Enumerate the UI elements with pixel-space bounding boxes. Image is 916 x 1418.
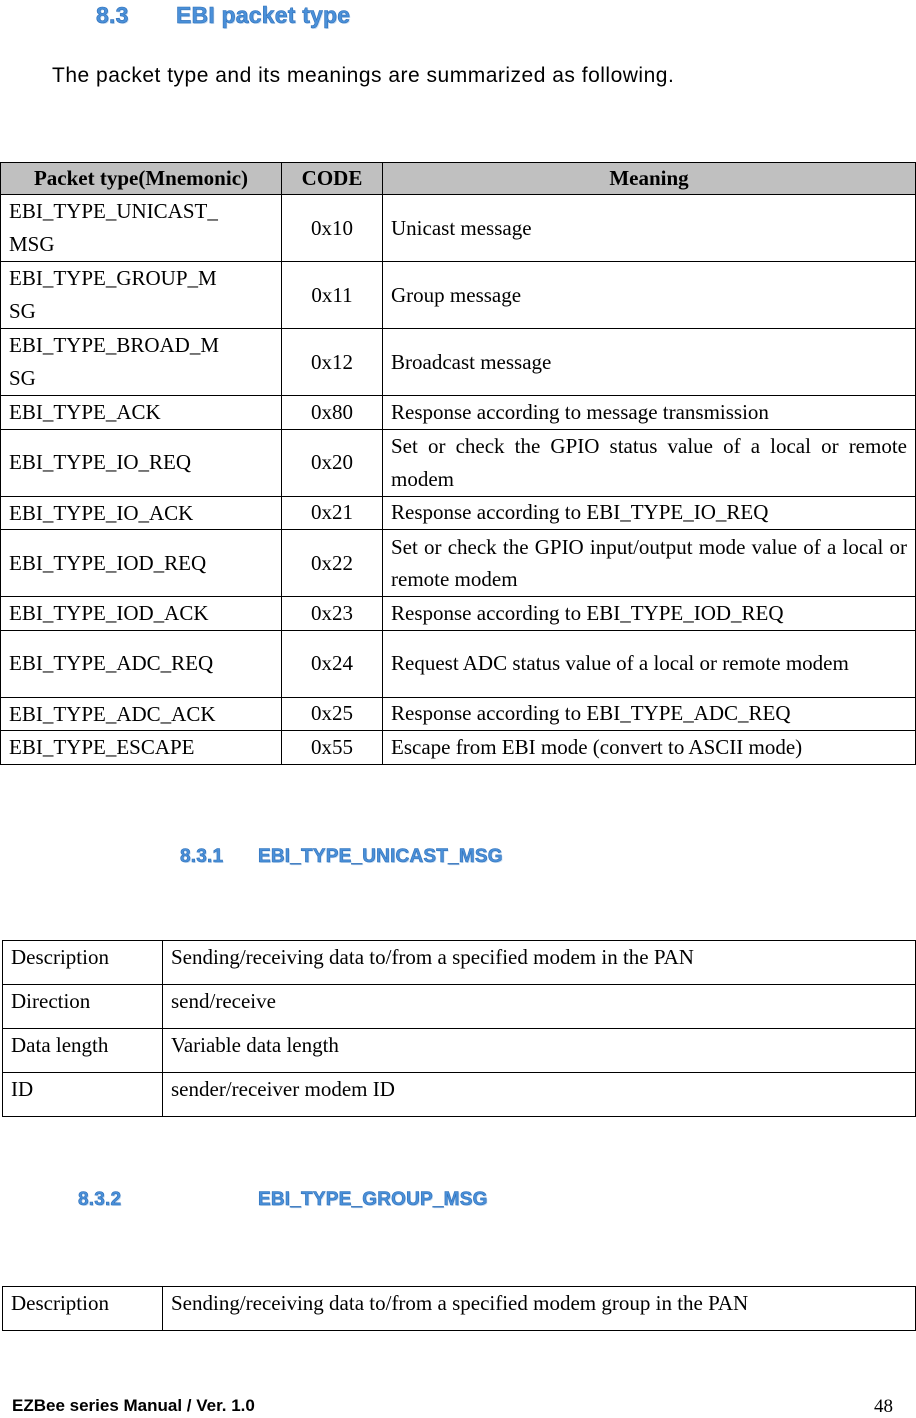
table-row bbox=[1, 530, 916, 597]
sub2-title: EBI_TYPE_GROUP_MSG bbox=[258, 1189, 488, 1210]
field-label: Data length bbox=[3, 1029, 163, 1073]
field-label: ID bbox=[3, 1073, 163, 1117]
header-code: CODE bbox=[282, 163, 383, 195]
table-row bbox=[3, 1073, 916, 1117]
meaning-cell: Response according to message transmission bbox=[383, 396, 916, 430]
field-label: Description bbox=[3, 941, 163, 985]
table-row bbox=[1, 262, 916, 329]
packet-type-cell: EBI_TYPE_UNICAST_ MSG bbox=[1, 195, 282, 262]
field-label: Description bbox=[3, 1287, 163, 1331]
packet-type-table bbox=[0, 162, 916, 765]
section-number: 8.3 bbox=[96, 2, 129, 28]
table-row bbox=[1, 195, 916, 262]
meaning-cell: Response according to EBI_TYPE_IO_REQ bbox=[383, 496, 916, 530]
field-value: Sending/receiving data to/from a specified modem group in the PAN bbox=[163, 1287, 916, 1331]
packet-type-cell: EBI_TYPE_ADC_ACK bbox=[1, 697, 282, 731]
meaning-cell: Escape from EBI mode (convert to ASCII mode) bbox=[383, 731, 916, 765]
code-cell: 0x20 bbox=[282, 429, 383, 496]
footer-text: EZBee series Manual / Ver. 1.0 bbox=[12, 1396, 255, 1415]
field-value: Sending/receiving data to/from a specified modem in the PAN bbox=[163, 941, 916, 985]
code-cell: 0x55 bbox=[282, 731, 383, 765]
packet-type-cell: EBI_TYPE_IOD_ACK bbox=[1, 597, 282, 631]
field-value: Variable data length bbox=[163, 1029, 916, 1073]
meaning-cell: Unicast message bbox=[383, 195, 916, 262]
intro-text: The packet type and its meanings are summarized as following. bbox=[52, 64, 675, 87]
table-row bbox=[1, 697, 916, 731]
code-cell: 0x10 bbox=[282, 195, 383, 262]
group-msg-table bbox=[2, 1286, 916, 1331]
field-label: Direction bbox=[3, 985, 163, 1029]
field-value: send/receive bbox=[163, 985, 916, 1029]
unicast-msg-table bbox=[2, 940, 916, 1117]
packet-type-cell: EBI_TYPE_ADC_REQ bbox=[1, 630, 282, 697]
sub1-number: 8.3.1 bbox=[180, 846, 224, 867]
code-cell: 0x11 bbox=[282, 262, 383, 329]
table-row bbox=[3, 1029, 916, 1073]
meaning-cell: Set or check the GPIO input/output mode value of a local or remote modem bbox=[383, 530, 916, 597]
header-meaning: Meaning bbox=[383, 163, 916, 195]
code-cell: 0x22 bbox=[282, 530, 383, 597]
packet-type-cell: EBI_TYPE_IO_REQ bbox=[1, 429, 282, 496]
table-row bbox=[3, 941, 916, 985]
table-row bbox=[3, 985, 916, 1029]
code-cell: 0x21 bbox=[282, 496, 383, 530]
page-number: 48 bbox=[874, 1396, 893, 1417]
table-row bbox=[1, 630, 916, 697]
table-row bbox=[1, 429, 916, 496]
packet-type-cell: EBI_TYPE_ACK bbox=[1, 396, 282, 430]
packet-type-cell: EBI_TYPE_IOD_REQ bbox=[1, 530, 282, 597]
sub2-number: 8.3.2 bbox=[78, 1189, 122, 1210]
code-cell: 0x12 bbox=[282, 329, 383, 396]
header-packet-type: Packet type(Mnemonic) bbox=[1, 163, 282, 195]
sub1-title: EBI_TYPE_UNICAST_MSG bbox=[258, 846, 503, 867]
table-row bbox=[3, 1287, 916, 1331]
meaning-cell: Response according to EBI_TYPE_ADC_REQ bbox=[383, 697, 916, 731]
section-title: EBI packet type bbox=[176, 2, 351, 28]
code-cell: 0x23 bbox=[282, 597, 383, 631]
table-row bbox=[1, 396, 916, 430]
code-cell: 0x80 bbox=[282, 396, 383, 430]
table-row bbox=[1, 329, 916, 396]
packet-type-cell: EBI_TYPE_IO_ACK bbox=[1, 496, 282, 530]
field-value: sender/receiver modem ID bbox=[163, 1073, 916, 1117]
packet-type-cell: EBI_TYPE_BROAD_M SG bbox=[1, 329, 282, 396]
table-row bbox=[1, 597, 916, 631]
meaning-cell: Set or check the GPIO status value of a local or remote modem bbox=[383, 429, 916, 496]
meaning-cell: Request ADC status value of a local or remote modem bbox=[383, 630, 916, 697]
meaning-cell: Group message bbox=[383, 262, 916, 329]
table-row bbox=[1, 731, 916, 765]
table-header-row bbox=[1, 163, 916, 195]
packet-type-cell: EBI_TYPE_ESCAPE bbox=[1, 731, 282, 765]
meaning-cell: Broadcast message bbox=[383, 329, 916, 396]
table-row bbox=[1, 496, 916, 530]
code-cell: 0x24 bbox=[282, 630, 383, 697]
meaning-cell: Response according to EBI_TYPE_IOD_REQ bbox=[383, 597, 916, 631]
code-cell: 0x25 bbox=[282, 697, 383, 731]
packet-type-cell: EBI_TYPE_GROUP_M SG bbox=[1, 262, 282, 329]
